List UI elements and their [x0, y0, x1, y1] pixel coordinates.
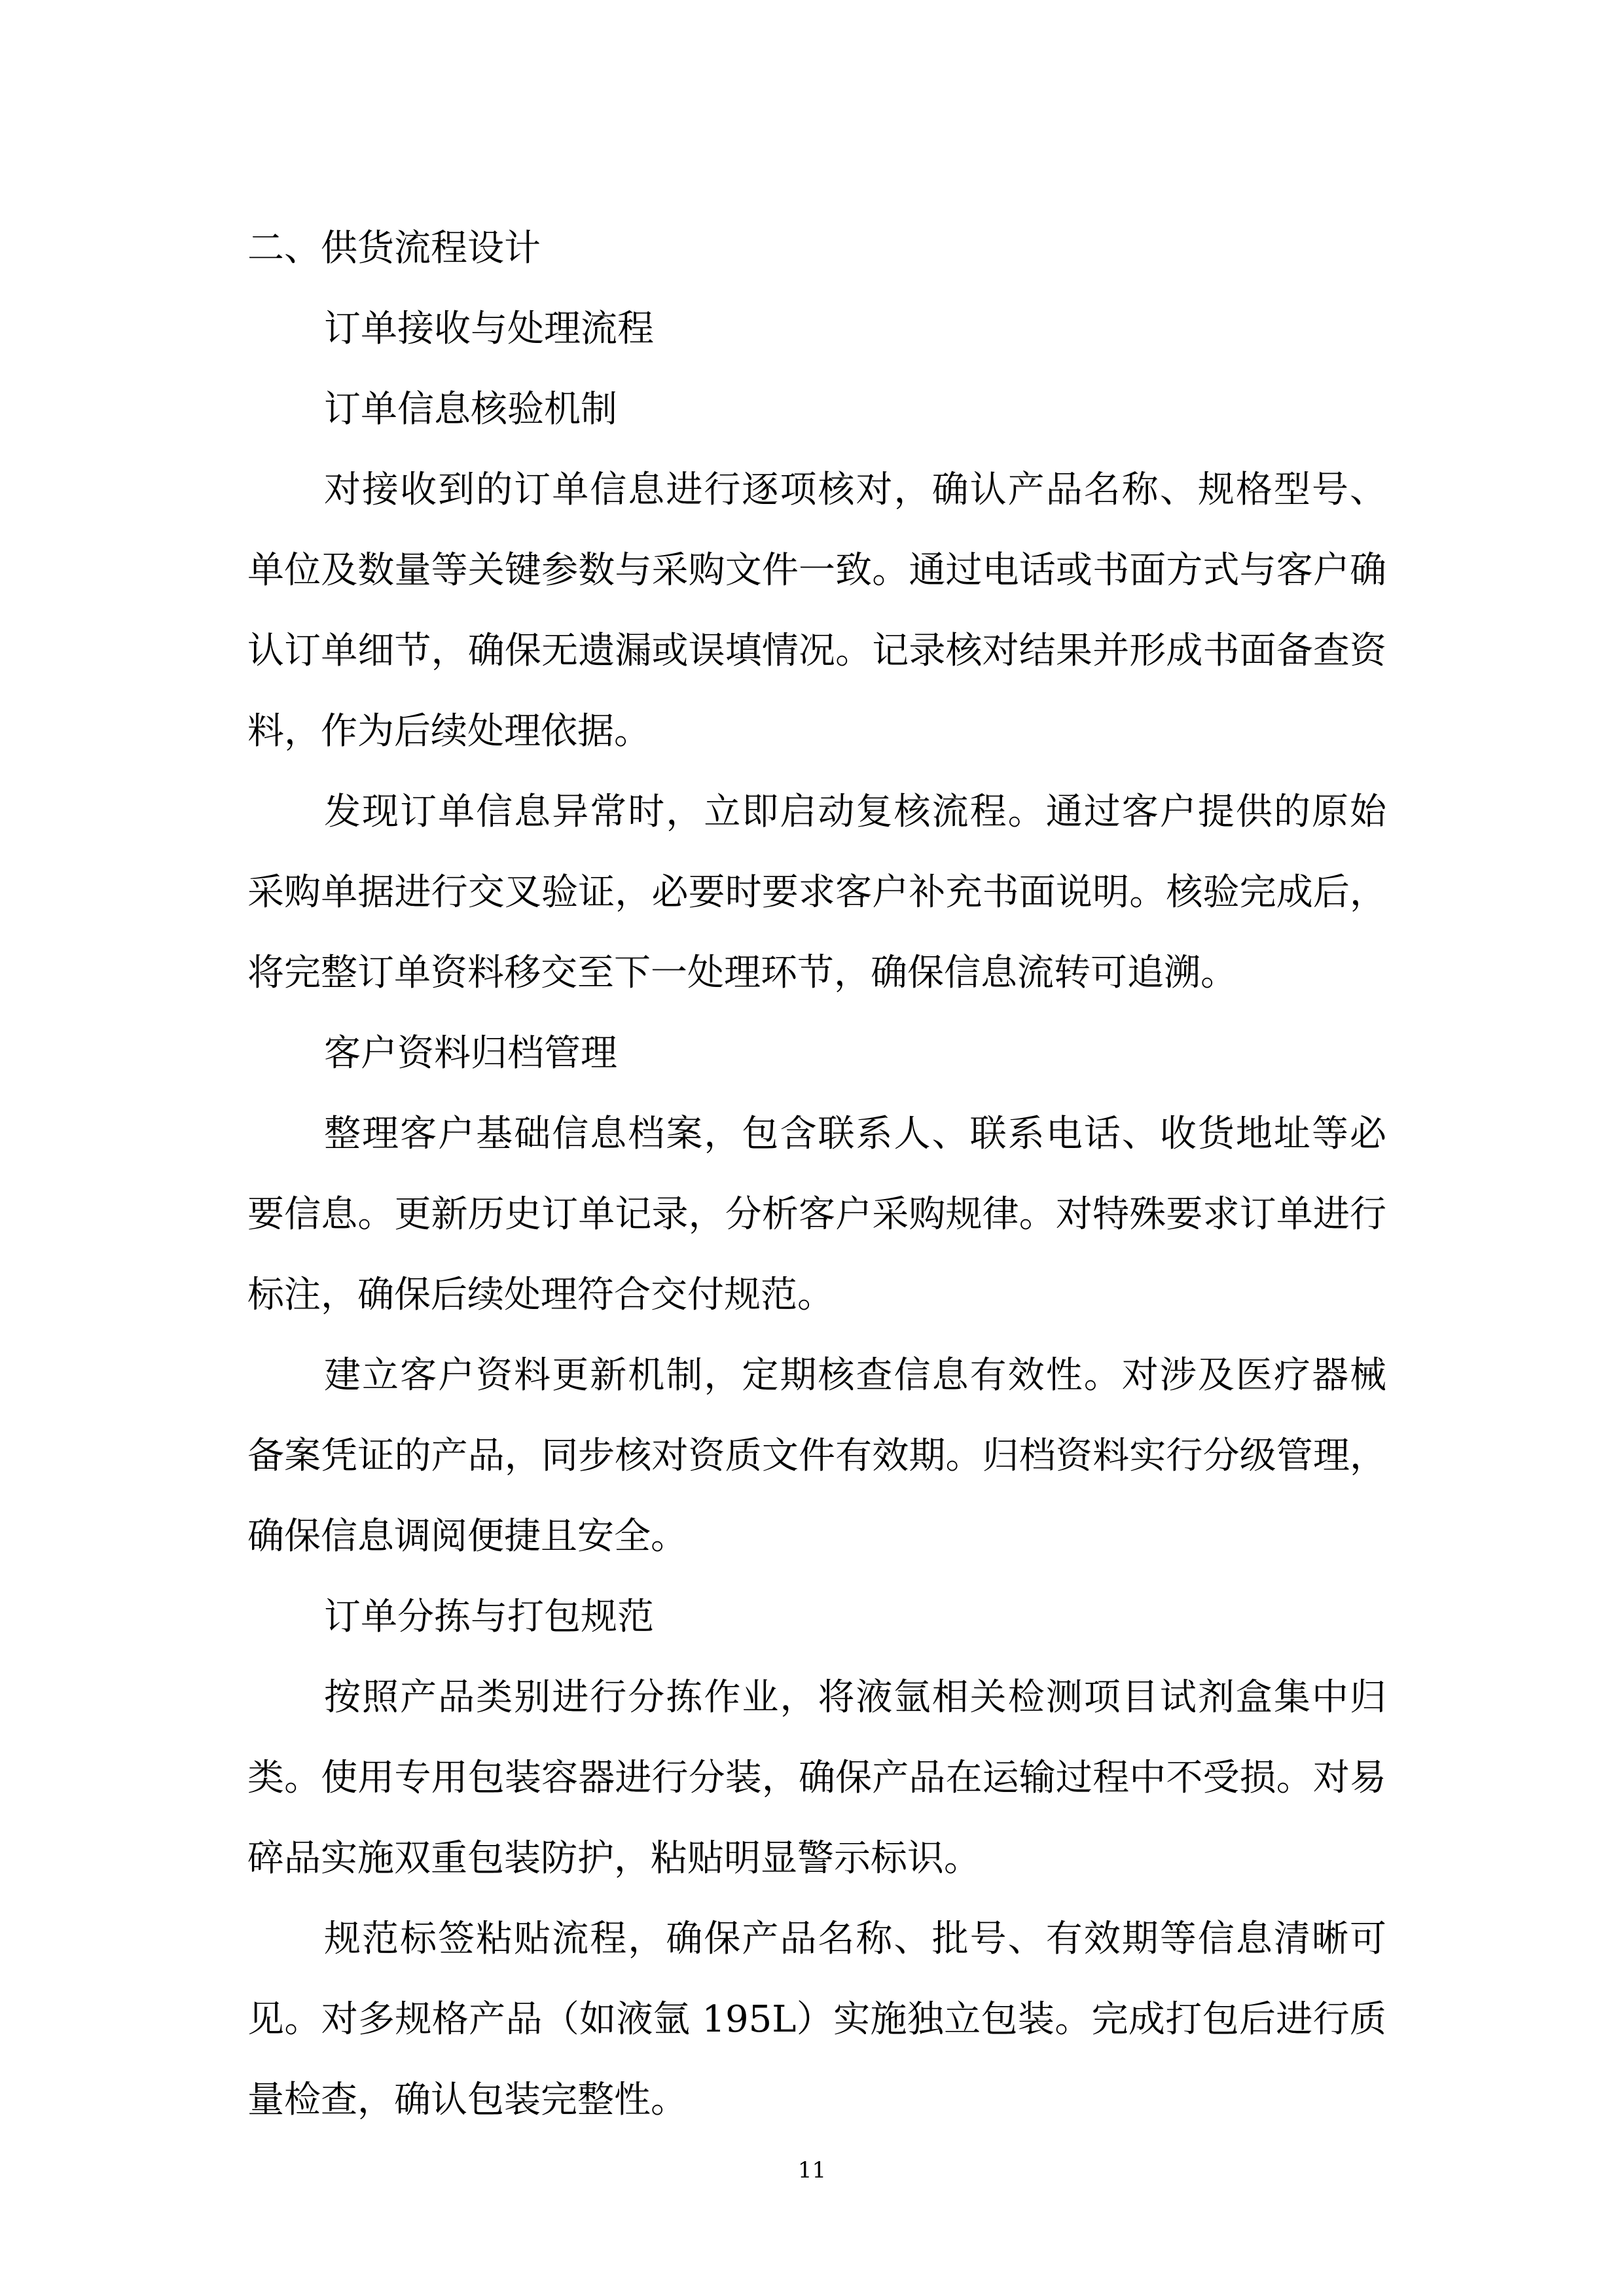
- page-number: 11: [797, 2157, 827, 2183]
- paragraph-verification-1: 对接收到的订单信息进行逐项核对，确认产品名称、规格型号、单位及数量等关键参数与采购文件一致。通过电话或书面方式与客户确认订单细节，确保无遗漏或误填情况。记录核对结果并形成书面备查资料，作为后续处理依据。: [247, 469, 1386, 753]
- heading-sorting-packing: 订单分拣与打包规范: [324, 1596, 654, 1638]
- paragraph-archive-1: 整理客户基础信息档案，包含联系人、联系电话、收货地址等必要信息。更新历史订单记录，分析客户采购规律。对特殊要求订单进行标注，确保后续处理符合交付规范。: [247, 1113, 1386, 1316]
- subsection-heading-order-process: 订单接收与处理流程: [324, 308, 654, 350]
- document-body: [247, 208, 1386, 2140]
- paragraph-archive-2: 建立客户资料更新机制，定期核查信息有效性。对涉及医疗器械备案凭证的产品，同步核对资质文件有效期。归档资料实行分级管理，确保信息调阅便捷且安全。: [247, 1354, 1386, 1558]
- section-title: 二、供货流程设计: [247, 227, 541, 270]
- paragraph-verification-2: 发现订单信息异常时，立即启动复核流程。通过客户提供的原始采购单据进行交叉验证，必要时要求客户补充书面说明。核验完成后，将完整订单资料移交至下一处理环节，确保信息流转可追溯。: [247, 791, 1386, 994]
- paragraph-packing-1: 按照产品类别进行分拣作业，将液氩相关检测项目试剂盒集中归类。使用专用包装容器进行分装，确保产品在运输过程中不受损。对易碎品实施双重包装防护，粘贴明显警示标识。: [247, 1676, 1386, 1880]
- heading-customer-archive: 客户资料归档管理: [324, 1032, 617, 1075]
- paragraph-packing-2: 规范标签粘贴流程，确保产品名称、批号、有效期等信息清晰可见。对多规格产品（如液氩 195L）实施独立包装。完成打包后进行质量检查，确认包装完整性。: [247, 1918, 1386, 2121]
- heading-order-verification: 订单信息核验机制: [324, 388, 617, 431]
